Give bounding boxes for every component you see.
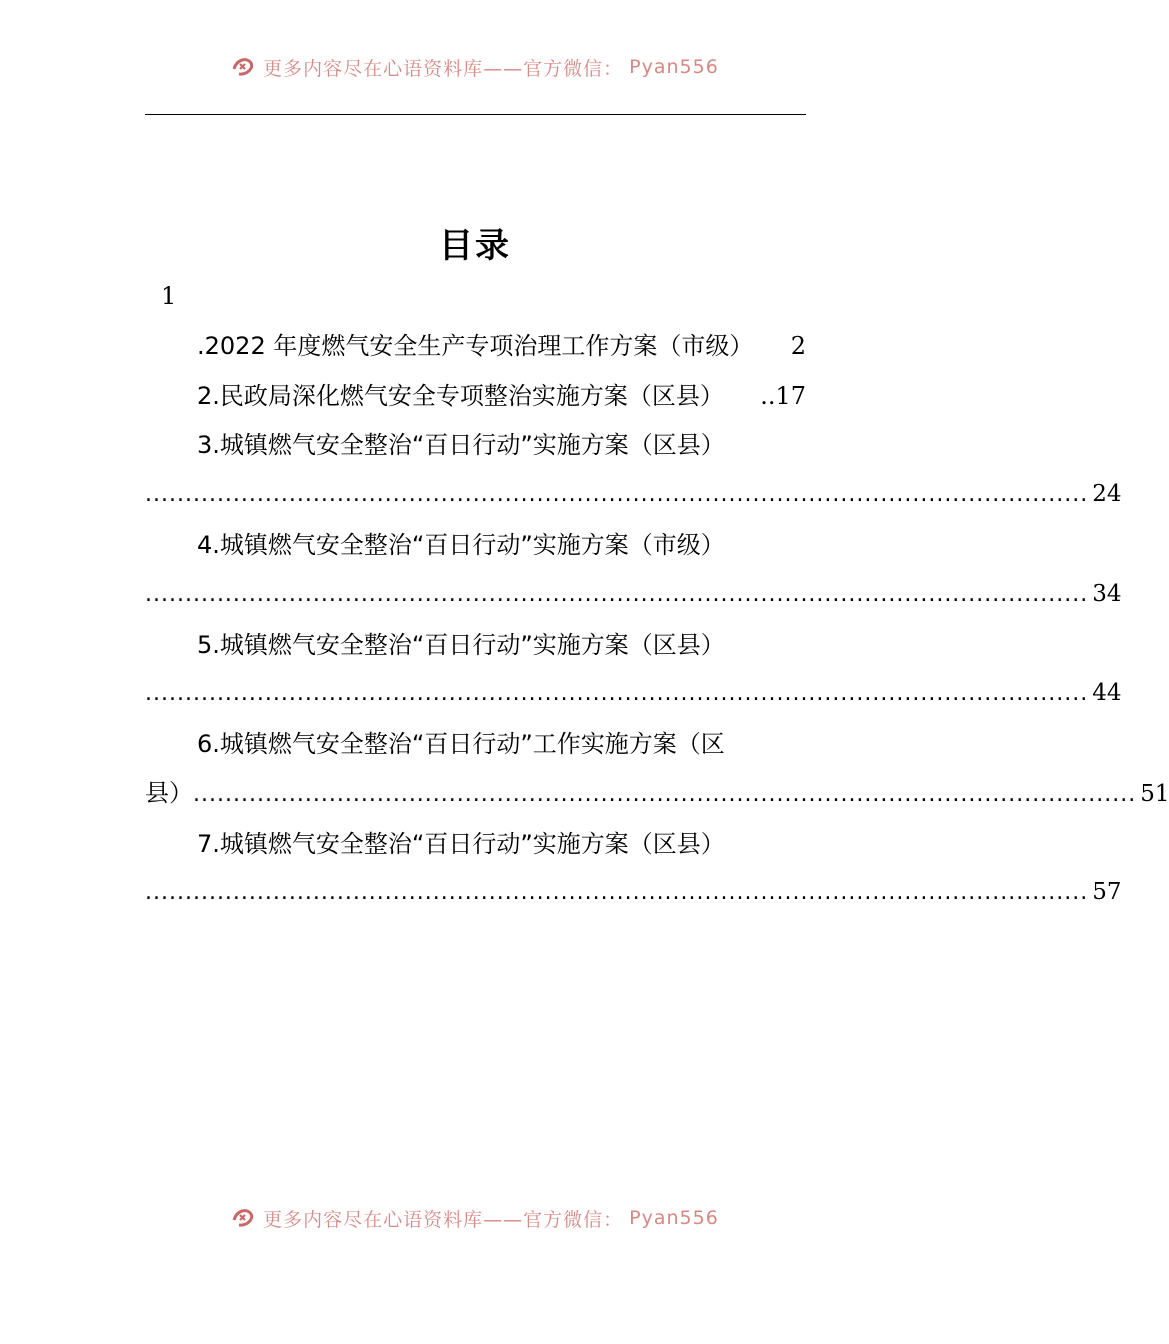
- toc-entry-5-leader: ......................................................................................................................: [145, 681, 1089, 706]
- toc-entry-5-page: 44: [1092, 680, 1122, 706]
- header-rule: [145, 114, 806, 115]
- toc-entry-1[interactable]: [145, 326, 806, 366]
- toc-entry-3-leader: ......................................................................................................................: [145, 482, 1089, 507]
- watermark-text: 更多内容尽在心语资料库——官方微信：: [263, 57, 624, 80]
- toc-entry-5[interactable]: [145, 625, 806, 665]
- toc-entry-6-leader: ......................................................................................................................: [193, 782, 1137, 807]
- toc-entry-2-page: 17: [775, 382, 806, 410]
- toc-entry-2[interactable]: [145, 376, 806, 416]
- toc-entry-4-title: 4.城镇燃气安全整治“百日行动”实施方案（市级）: [197, 531, 725, 559]
- toc-entry-5-leader-row: [145, 673, 1122, 713]
- watermark-text: 更多内容尽在心语资料库——官方微信：: [263, 1208, 624, 1231]
- toc-entry-6[interactable]: [145, 724, 806, 764]
- logo-icon: [231, 55, 257, 79]
- toc-entry-7-leader-row: [145, 872, 1122, 912]
- toc-entry-7[interactable]: [145, 824, 806, 864]
- toc-entry-4[interactable]: [145, 525, 806, 565]
- toc-entry-6-leader-row: [145, 773, 1169, 813]
- toc-entry-4-leader: ......................................................................................................................: [145, 582, 1089, 607]
- toc-entry-1-page: 2: [790, 332, 806, 360]
- watermark-id: Pyan556: [629, 1207, 719, 1229]
- toc-entry-6-page: 51: [1140, 781, 1169, 807]
- toc-entry-3-page: 24: [1092, 481, 1122, 507]
- toc-entry-7-leader: ......................................................................................................................: [145, 880, 1089, 905]
- toc-entry-6-title-line2: 县）: [145, 779, 193, 807]
- toc-entry-2-leader: ..: [760, 382, 776, 410]
- toc-entry-7-page: 57: [1092, 879, 1122, 905]
- toc-entry-5-title: 5.城镇燃气安全整治“百日行动”实施方案（区县）: [197, 631, 725, 659]
- toc-entry-3-leader-row: [145, 474, 1122, 514]
- toc-entry-4-leader-row: [145, 574, 1122, 614]
- watermark-id: Pyan556: [629, 56, 719, 78]
- toc-entry-2-title: 2.民政局深化燃气安全专项整治实施方案（区县）: [197, 382, 724, 410]
- toc-entry-4-page: 34: [1092, 581, 1122, 607]
- header-watermark: [0, 56, 950, 86]
- toc-entry-7-title: 7.城镇燃气安全整治“百日行动”实施方案（区县）: [197, 830, 725, 858]
- toc-number-line: 1: [161, 282, 177, 310]
- toc-entry-1-title: .2022 年度燃气安全生产专项治理工作方案（市级）: [197, 332, 754, 360]
- page-title: 目录: [439, 226, 511, 266]
- footer-watermark: [0, 1207, 950, 1237]
- toc-entry-6-title-line1: 6.城镇燃气安全整治“百日行动”工作实施方案（区: [197, 730, 725, 758]
- toc-entry-3-title: 3.城镇燃气安全整治“百日行动”实施方案（区县）: [197, 431, 725, 459]
- logo-icon: [231, 1206, 257, 1230]
- toc-entry-3[interactable]: [145, 425, 806, 465]
